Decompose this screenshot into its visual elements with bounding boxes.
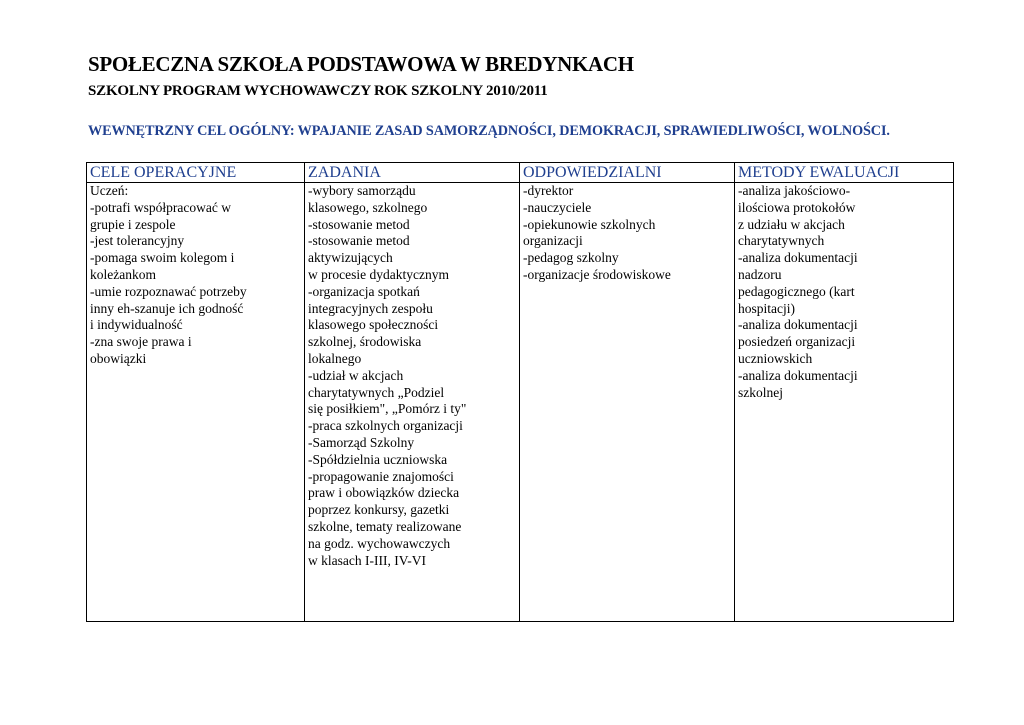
document-title: SPOŁECZNA SZKOŁA PODSTAWOWA W BREDYNKACH: [88, 52, 634, 76]
cell-line: klasowego społeczności: [308, 317, 439, 333]
cell-line: -analiza dokumentacji: [738, 317, 858, 333]
general-goal: WEWNĘTRZNY CEL OGÓLNY: WPAJANIE ZASAD SAMORZĄDNOŚCI, DEMOKRACJI, SPRAWIEDLIWOŚCI, WOLNOŚCI.: [88, 123, 890, 139]
header-tasks: ZADANIA: [305, 163, 520, 183]
cell-line: organizacji: [523, 233, 583, 249]
cell-line: -umie rozpoznawać potrzeby: [90, 283, 247, 299]
cell-line: -analiza dokumentacji: [738, 250, 858, 266]
cell-line: charytatywnych „Podziel: [308, 384, 445, 400]
cell-line: -Spółdzielnia uczniowska: [308, 451, 448, 467]
cell-line: szkolnej, środowiska: [308, 334, 422, 350]
cell-line: w procesie dydaktycznym: [308, 266, 449, 282]
cell-line: klasowego, szkolnego: [308, 199, 428, 215]
cell-line: -organizacje środowiskowe: [523, 266, 671, 282]
program-table: [86, 162, 954, 622]
cell-line: -jest tolerancyjny: [90, 233, 185, 249]
cell-line: -opiekunowie szkolnych: [523, 216, 656, 232]
cell-line: szkolne, tematy realizowane: [308, 518, 462, 534]
cell-line: -potrafi współpracować w: [90, 199, 231, 215]
cell-responsible: [520, 183, 735, 622]
cell-line: lokalnego: [308, 350, 362, 366]
cell-line: grupie i zespole: [90, 216, 176, 232]
document-subtitle: SZKOLNY PROGRAM WYCHOWAWCZY ROK SZKOLNY 2010/2011: [88, 83, 548, 99]
cell-line: -organizacja spotkań: [308, 283, 420, 299]
cell-line: inny eh-szanuje ich godność: [90, 300, 244, 316]
cell-line: -Samorząd Szkolny: [308, 434, 415, 450]
cell-line: aktywizujących: [308, 250, 393, 266]
cell-line: -pomaga swoim kolegom i: [90, 250, 235, 266]
cell-operational-goals: [87, 183, 305, 622]
cell-line: i indywidualność: [90, 317, 183, 333]
cell-line: hospitacji): [738, 300, 795, 316]
cell-line: -nauczyciele: [523, 199, 592, 215]
cell-line: praw i obowiązków dziecka: [308, 485, 460, 501]
cell-line: -analiza dokumentacji: [738, 367, 858, 383]
table-header-row: [87, 163, 954, 183]
table-row: [87, 183, 954, 622]
cell-line: -propagowanie znajomości: [308, 468, 454, 484]
header-evaluation-methods: METODY EWALUACJI: [735, 163, 954, 183]
cell-line: -pedagog szkolny: [523, 250, 619, 266]
cell-tasks: [305, 183, 520, 622]
cell-line: obowiązki: [90, 350, 147, 366]
header-operational-goals: CELE OPERACYJNE: [87, 163, 305, 183]
cell-line: na godz. wychowawczych: [308, 535, 451, 551]
cell-line: ilościowa protokołów: [738, 199, 856, 215]
cell-line: charytatywnych: [738, 233, 825, 249]
cell-line: -stosowanie metod: [308, 233, 410, 249]
cell-line: posiedzeń organizacji: [738, 334, 856, 350]
cell-line: -udział w akcjach: [308, 367, 404, 383]
cell-line: w klasach I-III, IV-VI: [308, 552, 426, 568]
cell-line: poprzez konkursy, gazetki: [308, 502, 450, 518]
cell-line: -dyrektor: [523, 183, 574, 198]
cell-line: Uczeń:: [90, 183, 129, 198]
cell-line: koleżankom: [90, 266, 156, 282]
cell-line: z udziału w akcjach: [738, 216, 845, 232]
cell-evaluation-methods: [735, 183, 954, 622]
cell-line: -analiza jakościowo-: [738, 183, 851, 198]
cell-line: szkolnej: [738, 384, 783, 400]
cell-line: nadzoru: [738, 266, 782, 282]
cell-line: się posiłkiem", „Pomórz i ty": [308, 401, 467, 417]
header-responsible: ODPOWIEDZIALNI: [520, 163, 735, 183]
cell-line: -zna swoje prawa i: [90, 334, 192, 350]
cell-line: integracyjnych zespołu: [308, 300, 433, 316]
cell-line: uczniowskich: [738, 350, 813, 366]
cell-line: -praca szkolnych organizacji: [308, 418, 463, 434]
cell-line: -stosowanie metod: [308, 216, 410, 232]
cell-line: -wybory samorządu: [308, 183, 416, 198]
cell-line: pedagogicznego (kart: [738, 283, 855, 299]
